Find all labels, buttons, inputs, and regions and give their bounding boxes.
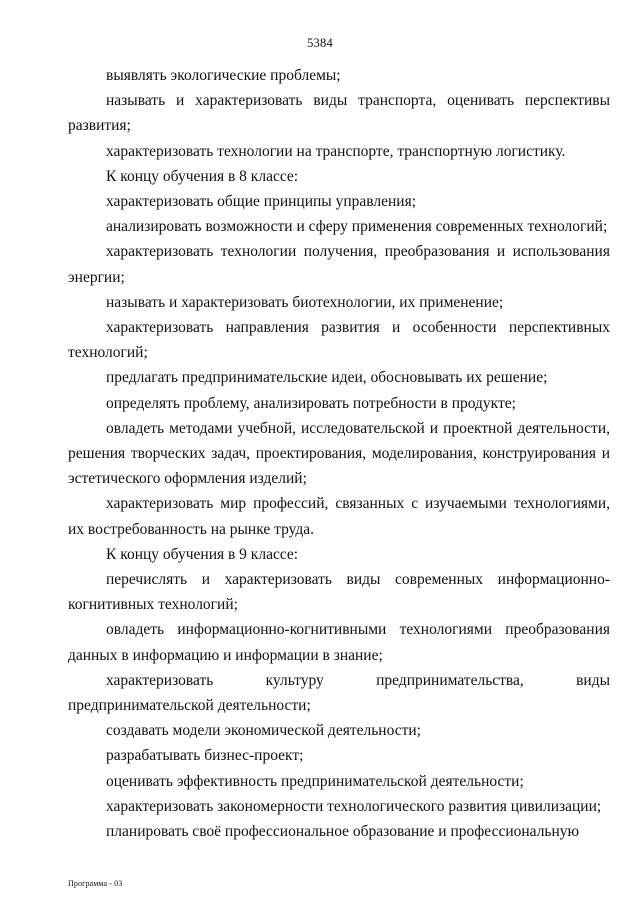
page-number: 5384: [307, 36, 333, 50]
paragraph: характеризовать культуру предпринимательства, виды предпринимательской деятельности;: [68, 671, 610, 715]
paragraph: создавать модели экономической деятельности;: [106, 722, 421, 740]
section-heading-grade-9: К концу обучения в 9 классе:: [106, 545, 299, 563]
paragraph: овладеть методами учебной, исследовательской и проектной деятельности, решения творческих задач, проектирования, моделирования, конструирования и эстетического оформления изделий;: [68, 419, 610, 488]
paragraph: планировать своё профессиональное образование и профессиональную: [106, 823, 580, 841]
paragraph: характеризовать мир профессий, связанных с изучаемыми технологиями, их востребованность на рынке труда.: [68, 495, 610, 538]
paragraph: предлагать предпринимательские идеи, обосновывать их решение;: [106, 369, 548, 387]
paragraph: определять проблему, анализировать потребности в продукте;: [106, 394, 516, 412]
paragraph: характеризовать направления развития и особенности перспективных технологий;: [68, 319, 610, 362]
paragraph: выявлять экологические проблемы;: [106, 67, 341, 84]
paragraph: называть и характеризовать биотехнологии, их применение;: [106, 293, 504, 311]
page-footer: Программа - 03: [68, 879, 123, 888]
paragraph: характеризовать технологии получения, преобразования и использования энергии;: [68, 243, 610, 286]
paragraph: характеризовать технологии на транспорте, транспортную логистику.: [106, 142, 566, 160]
paragraph: анализировать возможности и сферу применения современных технологий;: [106, 218, 608, 236]
paragraph: овладеть информационно-когнитивными технологиями преобразования данных в информацию и информации в знание;: [68, 621, 610, 664]
document-body: [68, 63, 610, 844]
paragraph: называть и характеризовать виды транспорта, оценивать перспективы развития;: [68, 92, 610, 135]
paragraph: перечислять и характеризовать виды современных информационно-когнитивных технологий;: [68, 571, 610, 614]
paragraph: характеризовать закономерности технологического развития цивилизации;: [106, 797, 602, 815]
paragraph: разрабатывать бизнес-проект;: [106, 747, 304, 765]
paragraph: оценивать эффективность предпринимательской деятельности;: [106, 772, 524, 790]
section-heading-grade-8: К концу обучения в 8 классе:: [106, 167, 299, 185]
paragraph: характеризовать общие принципы управления;: [106, 193, 417, 211]
